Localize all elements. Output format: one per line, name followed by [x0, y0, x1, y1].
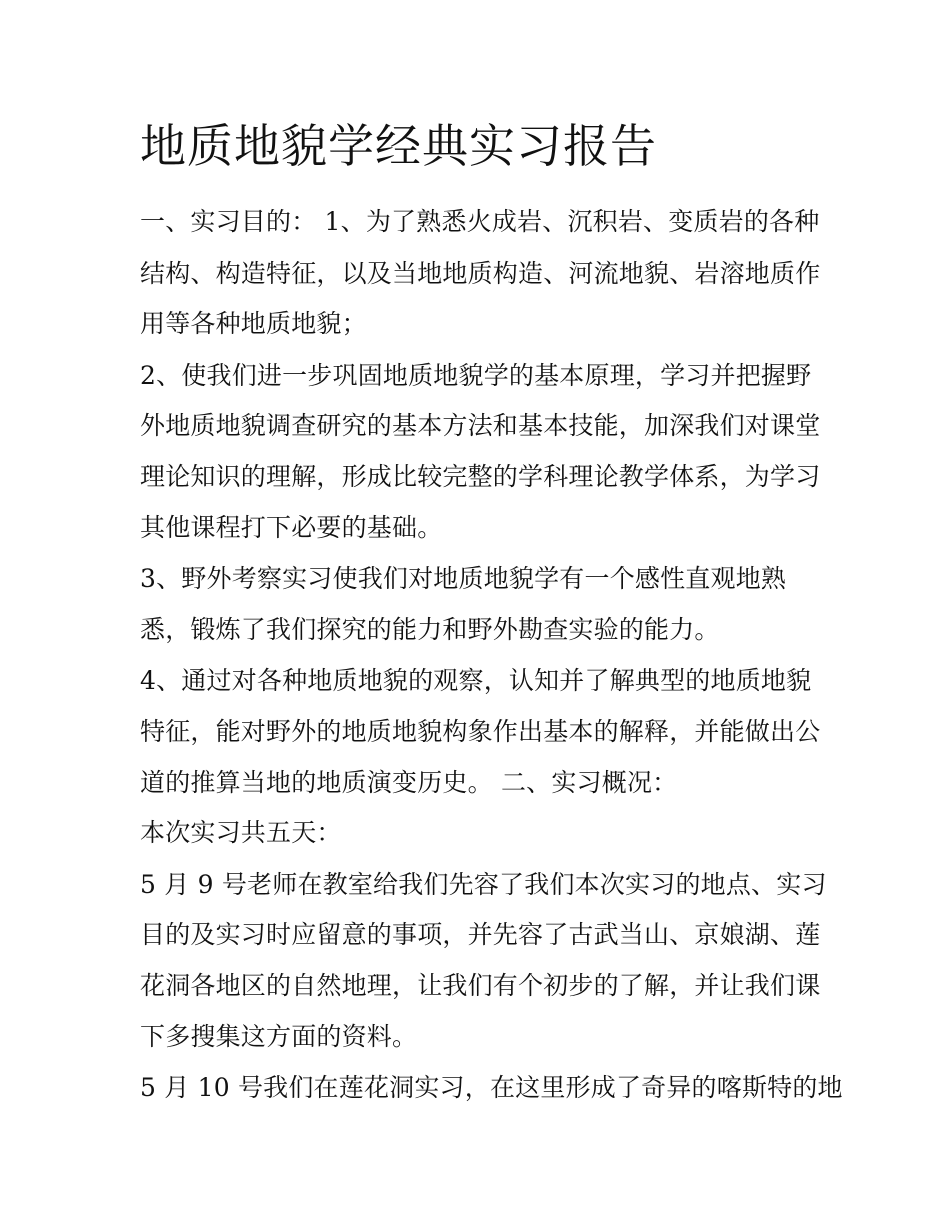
body-line: 其他课程打下必要的基础。 — [140, 513, 443, 542]
body-line: 2、使我们进一步巩固地质地貌学的基本原理，学习并把握野 — [140, 361, 812, 390]
body-line: 用等各种地质地貌； — [140, 309, 367, 338]
body-line: 理论知识的理解，形成比较完整的学科理论教学体系，为学习 — [140, 462, 821, 491]
body-line: 下多搜集这方面的资料。 — [140, 1022, 418, 1051]
body-line: 4、通过对各种地质地貌的观察，认知并了解典型的地质地貌 — [140, 666, 812, 695]
body-line: 道的推算当地的地质演变历史。 二、实习概况： — [140, 768, 678, 797]
document-title: 地质地貌学经典实习报告 — [140, 119, 657, 173]
body-line: 一、实习目的： 1、为了熟悉火成岩、沉积岩、变质岩的各种 — [140, 207, 820, 236]
body-line: 5 月 9 号老师在教室给我们先容了我们本次实习的地点、实习 — [140, 870, 827, 899]
body-line: 目的及实习时应留意的事项，并先容了古武当山、京娘湖、莲 — [140, 920, 821, 949]
body-line: 本次实习共五天： — [140, 818, 342, 847]
body-line: 3、野外考察实习使我们对地质地貌学有一个感性直观地熟 — [140, 564, 787, 593]
body-line: 5 月 10 号我们在莲花洞实习，在这里形成了奇异的喀斯特的地 — [140, 1073, 843, 1102]
body-line: 花洞各地区的自然地理，让我们有个初步的了解，并让我们课 — [140, 971, 821, 1000]
body-line: 特征，能对野外的地质地貌构象作出基本的解释，并能做出公 — [140, 717, 821, 746]
body-line: 结构、构造特征，以及当地地质构造、河流地貌、岩溶地质作 — [140, 259, 821, 288]
body-line: 外地质地貌调查研究的基本方法和基本技能，加深我们对课堂 — [140, 411, 821, 440]
body-line: 悉，锻炼了我们探究的能力和野外勘查实验的能力。 — [140, 615, 720, 644]
